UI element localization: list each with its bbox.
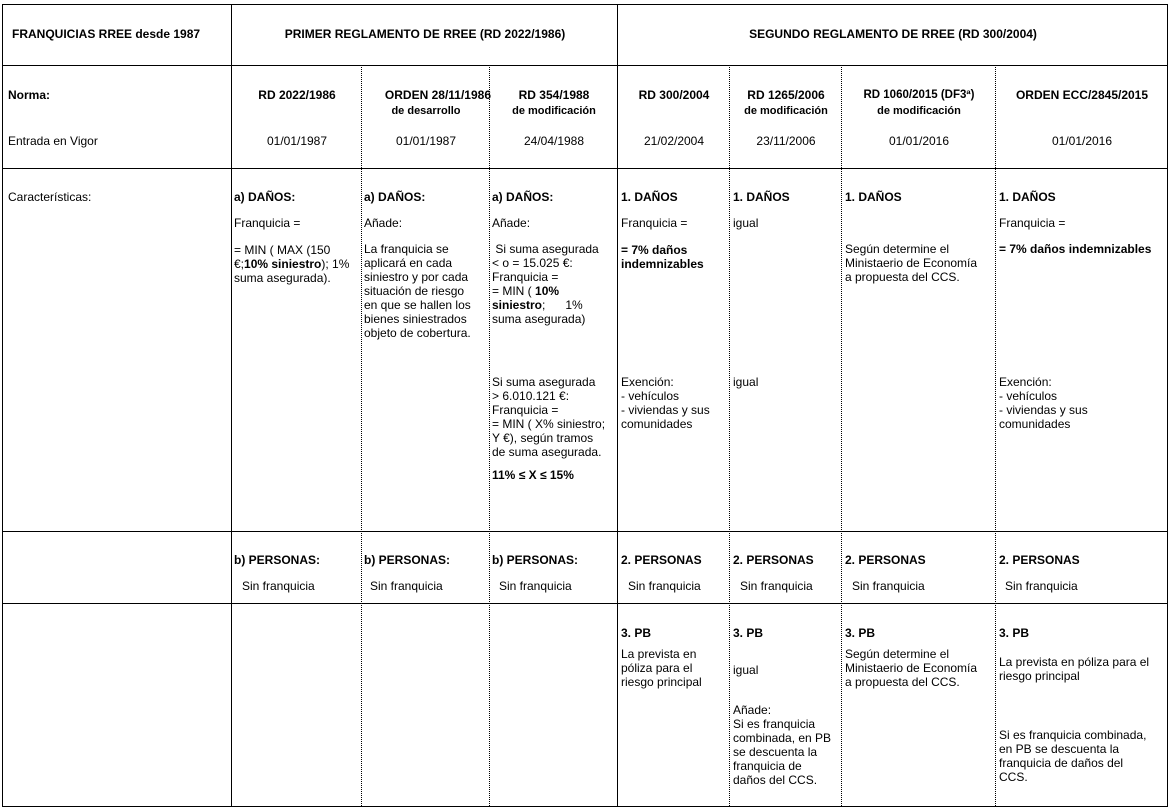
danos-franquicia-col-1: Franquicia = <box>234 216 301 230</box>
danos-igual2-col-5: igual <box>733 375 759 389</box>
danos-title-col-7: 1. DAÑOS <box>999 190 1056 204</box>
personas-title-col-3: b) PERSONAS: <box>492 553 579 567</box>
danos-formula-col-1: = MIN ( MAX (150 €;10% siniestro); 1% suma asegurada). <box>234 243 350 285</box>
danos-exencion-col-4: Exención: - vehículos - viviendas y sus comunidades <box>621 375 710 431</box>
pb-igual-col-5: igual <box>733 663 759 677</box>
sub-col-2: de desarrollo <box>391 105 461 117</box>
col-divider-7 <box>995 65 996 806</box>
danos-igual-col-5: igual <box>733 216 759 230</box>
header-franquicias: FRANQUICIAS RREE desde 1987 <box>12 27 201 41</box>
personas-value-col-7: Sin franquicia <box>1005 579 1078 593</box>
personas-value-col-2: Sin franquicia <box>370 579 443 593</box>
table-border-bottom <box>2 806 1168 807</box>
personas-value-col-5: Sin franquicia <box>740 579 813 593</box>
personas-title-col-5: 2. PERSONAS <box>733 553 814 567</box>
norma-col-5: RD 1265/2006 <box>747 88 825 102</box>
danos-tramo2-col-3: Si suma asegurada > 6.010.121 €: Franquicia = = MIN ( X% siniestro; Y €), según tramos de suma asegurada. <box>492 375 606 459</box>
danos-tramo1-col-3: Si suma asegurada < o = 15.025 €: Franquicia = = MIN ( 10% siniestro; 1% suma asegurada) <box>492 242 599 326</box>
fecha-col-5: 23/11/2006 <box>756 134 816 148</box>
danos-range-col-3: 11% ≤ X ≤ 15% <box>492 468 574 482</box>
pb-title-col-7: 3. PB <box>999 626 1030 640</box>
personas-value-col-1: Sin franquicia <box>242 579 315 593</box>
col-divider-2 <box>361 65 362 806</box>
danos-franquicia-col-4: Franquicia = <box>621 216 688 230</box>
sub-col-5: de modificación <box>744 105 828 117</box>
personas-value-col-6: Sin franquicia <box>852 579 925 593</box>
fecha-col-2: 01/01/1987 <box>395 134 457 148</box>
fecha-col-4: 21/02/2004 <box>643 134 705 148</box>
pb-title-col-6: 3. PB <box>845 626 876 640</box>
danos-title-col-1: a) DAÑOS: <box>234 190 296 204</box>
danos-anade-col-3: Añade: <box>492 216 531 230</box>
personas-title-col-7: 2. PERSONAS <box>999 553 1080 567</box>
sub-col-3: de modificación <box>512 105 596 117</box>
table-border-top <box>2 4 1168 5</box>
danos-title-col-4: 1. DAÑOS <box>621 190 678 204</box>
danos-pct-col-7: = 7% daños indemnizables <box>999 242 1152 256</box>
danos-text-col-2: La franquicia se aplicará en cada siniestro y por cada situación de riesgo en que se hallen los bienes siniestrados objeto de cobertura. <box>364 242 471 340</box>
pb-combinada-col-7: Si es franquicia combinada, en PB se descuenta la franquicia de daños del CCS. <box>999 728 1147 784</box>
danos-title-col-5: 1. DAÑOS <box>733 190 790 204</box>
pb-anade-col-5: Añade: Si es franquicia combinada, en PB se descuenta la franquicia de daños del CCS. <box>733 703 832 787</box>
danos-title-col-6: 1. DAÑOS <box>845 190 902 204</box>
personas-title-col-4: 2. PERSONAS <box>621 553 702 567</box>
personas-title-col-1: b) PERSONAS: <box>234 553 321 567</box>
col-divider-5 <box>729 65 730 806</box>
danos-title-col-3: a) DAÑOS: <box>492 190 554 204</box>
norma-col-4: RD 300/2004 <box>638 88 710 102</box>
pb-title-col-4: 3. PB <box>621 626 652 640</box>
pb-text-col-4: La prevista en póliza para el riesgo principal <box>621 647 702 689</box>
personas-value-col-3: Sin franquicia <box>499 579 572 593</box>
row-divider-norma <box>2 168 1168 169</box>
col-divider-reglamento <box>617 4 618 806</box>
fecha-col-7: 01/01/2016 <box>1051 134 1113 148</box>
label-entrada-vigor: Entrada en Vigor <box>8 134 98 148</box>
norma-col-6: RD 1060/2015 (DF3ª) <box>863 89 975 101</box>
pb-title-col-5: 3. PB <box>733 626 764 640</box>
norma-col-3: RD 354/1988 <box>518 88 590 102</box>
danos-pct-col-4: = 7% daños indemnizables <box>621 243 704 271</box>
pb-text-col-6: Según determine el Ministaerio de Economía a propuesta del CCS. <box>845 647 978 689</box>
row-divider-personas <box>2 603 1168 604</box>
danos-franquicia-col-7: Franquicia = <box>999 216 1066 230</box>
col-divider-3 <box>489 65 490 806</box>
sub-col-6: de modificación <box>877 105 961 117</box>
personas-title-col-6: 2. PERSONAS <box>845 553 926 567</box>
col-divider-6 <box>841 65 842 806</box>
danos-text-col-6: Según determine el Ministaerio de Economía a propuesta del CCS. <box>845 242 978 284</box>
table-border-left <box>2 4 3 806</box>
fecha-col-1: 01/01/1987 <box>266 134 328 148</box>
col-divider-label <box>231 4 232 806</box>
table-border-right <box>1167 4 1168 806</box>
fecha-col-3: 24/04/1988 <box>523 134 585 148</box>
label-caracteristicas: Características: <box>8 190 92 204</box>
danos-title-col-2: a) DAÑOS: <box>364 190 426 204</box>
header-segundo-reglamento: SEGUNDO REGLAMENTO DE RREE (RD 300/2004) <box>749 27 1037 41</box>
row-divider-danos <box>2 531 1168 532</box>
norma-col-2: ORDEN 28/11/1986 <box>384 88 491 102</box>
norma-col-7: ORDEN ECC/2845/2015 <box>1015 88 1149 102</box>
label-norma: Norma: <box>8 88 51 102</box>
pb-text-col-7: La prevista en póliza para el riesgo principal <box>999 655 1150 683</box>
danos-exencion-col-7: Exención: - vehículos - viviendas y sus comunidades <box>999 375 1088 431</box>
header-primer-reglamento: PRIMER REGLAMENTO DE RREE (RD 2022/1986) <box>284 27 566 41</box>
personas-title-col-2: b) PERSONAS: <box>364 553 451 567</box>
danos-anade-col-2: Añade: <box>364 216 403 230</box>
norma-col-1: RD 2022/1986 <box>258 88 336 102</box>
personas-value-col-4: Sin franquicia <box>628 579 701 593</box>
row-divider-header <box>2 65 1168 66</box>
fecha-col-6: 01/01/2016 <box>888 134 950 148</box>
